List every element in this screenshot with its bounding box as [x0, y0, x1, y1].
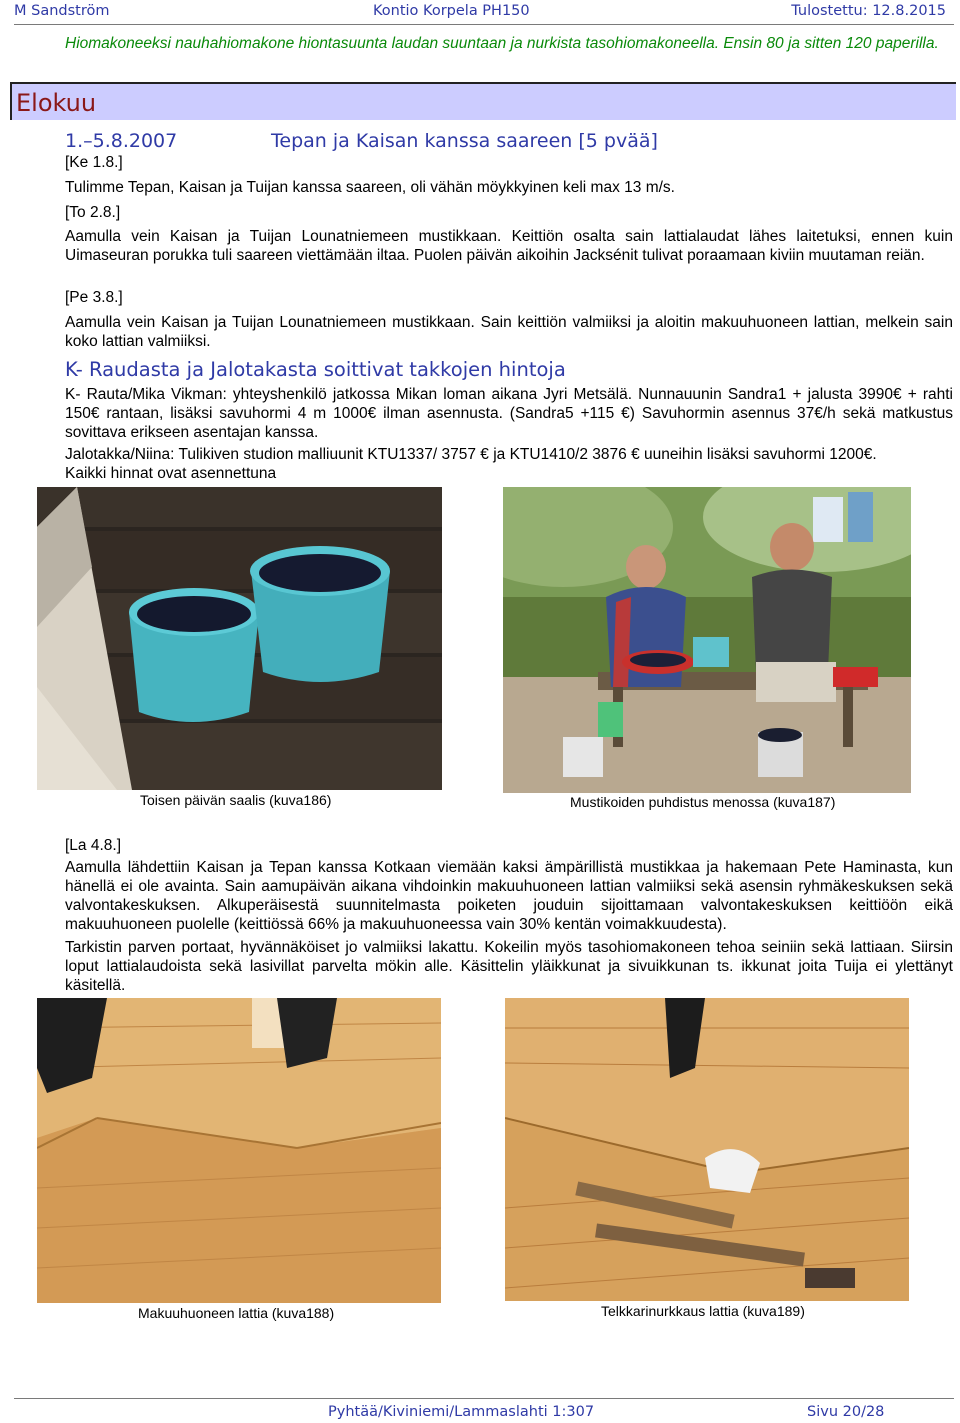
day-label-la: [La 4.8.] [65, 837, 122, 854]
caption-photo-187: Mustikoiden puhdistus menossa (kuva187) [570, 794, 836, 810]
day-text-la-2: Tarkistin parven portaat, hyvännäköiset jo valmiiksi lakattu. Kokeilin myös tasohiomakoneen tehoa seiniin sekä lattiaan. Siirsin loput lattialaudoista sekä lasivillat parvelta mökin alle. Käsittelin yläikkunat ja sivuikkunan ts. ikkunat joita Tuija ei ylettänyt käsitellä. [65, 939, 953, 994]
caption-photo-186: Toisen päivän saalis (kuva186) [140, 792, 332, 808]
caption-photo-188: Makuuhuoneen lattia (kuva188) [138, 1305, 335, 1321]
day-text-to: Aamulla vein Kaisan ja Tuijan Lounatniemeen mustikkaan. Keittiön osalta sain lattialaudat lähes laitetuksi, ennen kuin Uimaseuran porukka tuli saareen viettämään iltaa. Puolen päivän aikoihin Jacksénit tulivat poraamaan kiviin muutaman reiän. [65, 228, 953, 264]
footer-page-number: Sivu 20/28 [807, 1404, 885, 1420]
day-label-pe: [Pe 3.8.] [65, 289, 123, 306]
photo-tv-corner-floor [505, 998, 909, 1301]
header-project: Kontio Korpela PH150 [373, 3, 530, 19]
entry-date: 1.–5.8.2007 [65, 130, 178, 152]
month-heading [10, 82, 956, 120]
footer-location: Pyhtää/Kiviniemi/Lammaslahti 1:307 [328, 1404, 595, 1420]
entry-title: Tepan ja Kaisan kanssa saareen [5 pvää] [271, 130, 658, 152]
quote-jalotakka-note: Kaikki hinnat ovat asennettuna [65, 465, 277, 482]
header-rule [14, 24, 954, 25]
photo-bedroom-floor [37, 998, 441, 1303]
header-printed-date: Tulostettu: 12.8.2015 [791, 3, 946, 19]
day-text-pe: Aamulla vein Kaisan ja Tuijan Lounatniemeen mustikkaan. Sain keittiön valmiiksi ja aloitin makuuhuoneen lattian, melkein sain koko lattian valmiiksi. [65, 314, 953, 350]
month-label: Elokuu [16, 89, 97, 117]
day-text-la: Aamulla lähdettiin Kaisan ja Tepan kanssa Kotkaan viemään kaksi ämpärillistä mustikkaa ja hakemaan Pete Haminasta, kun hänellä ei ole avainta. Sain aamupäivän aikana vihdoinkin makuuhuoneen lattian valmiiksi sekä asensin ryhmäkeskuksen sekä valvontakeskuksen. Alkuperäisestä suunnitelmasta poiketen jouduin sijoittamaan valvontakeskuksen keittiöön eikä makuuhuoneen puolelle (keittiössä 66% ja makuuhuoneessa vain 30% kentän voimakkuudesta). [65, 859, 953, 933]
quote-jalotakka: Jalotakka/Niina: Tulikiven studion malliuunit KTU1337/ 3757 € ja KTU1410/2 3876 € uuneihin lisäksi savuhormi 1200€. [65, 446, 877, 463]
photo-blueberry-buckets [37, 487, 442, 790]
day-label-ke: [Ke 1.8.] [65, 154, 123, 171]
footer-rule [14, 1398, 954, 1399]
quote-k-rauta: K- Rauta/Mika Vikman: yhteyshenkilö jatkossa Mikan loman aikana Jyri Metsälä. Nunnauunin Sandra1 + jalusta 3990€ + rahti 150€ rantaan, lisäksi savuhormi 4 m 1000€ ilman asennusta. (Sandra5 +115 €) Savuhormin asennus 37€/h sekä matkustus sovittava erikseen asentajan kanssa. [65, 386, 953, 441]
intro-note: Hiomakoneeksi nauhahiomakone hiontasuunta laudan suuntaan ja nurkista tasohiomakoneella. Ensin 80 ja sitten 120 paperilla. [65, 35, 939, 52]
caption-photo-189: Telkkarinurkkaus lattia (kuva189) [601, 1303, 805, 1319]
page-header [14, 3, 946, 23]
day-text-ke: Tulimme Tepan, Kaisan ja Tuijan kanssa saareen, oli vähän möykkyinen keli max 13 m/s. [65, 179, 675, 196]
quotes-heading: K- Raudasta ja Jalotakasta soittivat takkojen hintoja [65, 358, 566, 381]
photo-cleaning-blueberries [503, 487, 911, 793]
day-label-to: [To 2.8.] [65, 204, 121, 221]
header-author: M Sandström [14, 3, 110, 19]
